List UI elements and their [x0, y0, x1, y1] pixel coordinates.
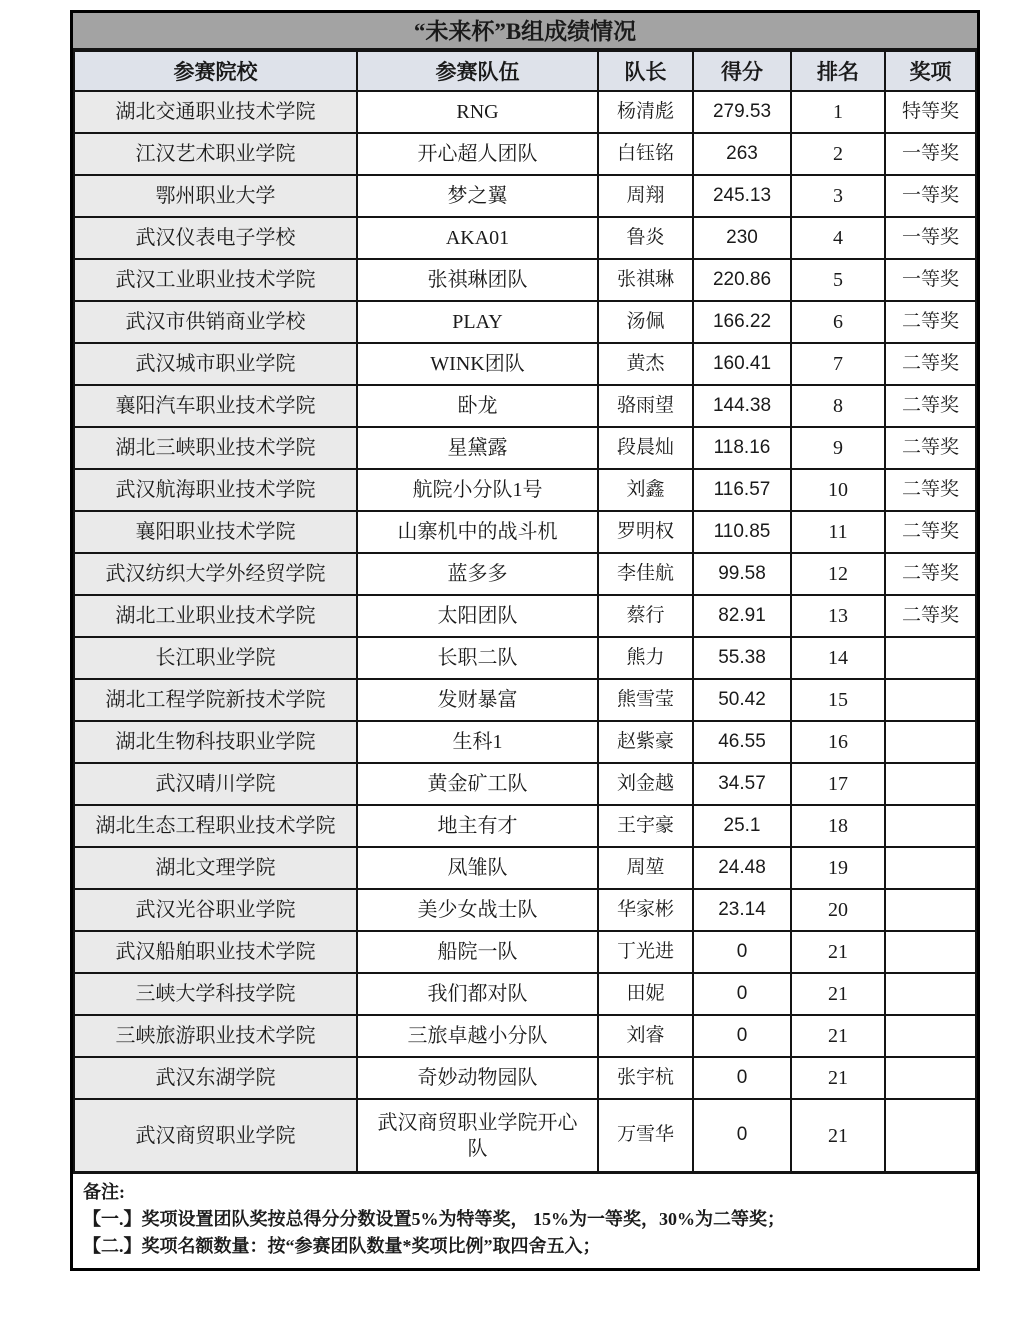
cell-score: 34.57	[693, 763, 791, 805]
table-body	[74, 91, 976, 1172]
cell-school: 长江职业学院	[74, 637, 357, 679]
table-row	[74, 343, 976, 385]
cell-captain: 骆雨望	[598, 385, 693, 427]
cell-rank: 20	[791, 889, 885, 931]
cell-rank: 21	[791, 1057, 885, 1099]
cell-school: 武汉商贸职业学院	[74, 1099, 357, 1172]
cell-captain: 李佳航	[598, 553, 693, 595]
cell-captain: 杨清彪	[598, 91, 693, 133]
cell-rank: 4	[791, 217, 885, 259]
column-header-team: 参赛队伍	[357, 51, 598, 91]
cell-rank: 2	[791, 133, 885, 175]
cell-school: 武汉工业职业技术学院	[74, 259, 357, 301]
cell-rank: 21	[791, 973, 885, 1015]
cell-captain: 周翔	[598, 175, 693, 217]
cell-school: 武汉东湖学院	[74, 1057, 357, 1099]
cell-rank: 18	[791, 805, 885, 847]
cell-school: 武汉光谷职业学院	[74, 889, 357, 931]
cell-award	[885, 1057, 976, 1099]
cell-school: 鄂州职业大学	[74, 175, 357, 217]
cell-team: 生科1	[357, 721, 598, 763]
cell-team: 凤雏队	[357, 847, 598, 889]
cell-score: 118.16	[693, 427, 791, 469]
cell-award	[885, 931, 976, 973]
cell-award: 一等奖	[885, 217, 976, 259]
cell-captain: 张宇杭	[598, 1057, 693, 1099]
cell-score: 110.85	[693, 511, 791, 553]
note-item-1: 【一.】奖项设置团队奖按总得分分数设置5%为特等奖， 15%为一等奖，30%为二等奖；	[83, 1209, 785, 1229]
table-row	[74, 931, 976, 973]
cell-award: 特等奖	[885, 91, 976, 133]
cell-award	[885, 637, 976, 679]
cell-captain: 白钰铭	[598, 133, 693, 175]
results-table	[73, 50, 977, 1173]
cell-award	[885, 805, 976, 847]
cell-school: 武汉晴川学院	[74, 763, 357, 805]
cell-award: 二等奖	[885, 511, 976, 553]
table-row	[74, 133, 976, 175]
cell-rank: 9	[791, 427, 885, 469]
cell-score: 144.38	[693, 385, 791, 427]
cell-team: 太阳团队	[357, 595, 598, 637]
cell-award: 一等奖	[885, 133, 976, 175]
cell-award: 二等奖	[885, 343, 976, 385]
cell-rank: 10	[791, 469, 885, 511]
cell-award	[885, 973, 976, 1015]
cell-team: 山寨机中的战斗机	[357, 511, 598, 553]
cell-school: 襄阳汽车职业技术学院	[74, 385, 357, 427]
cell-team: 船院一队	[357, 931, 598, 973]
cell-school: 武汉航海职业技术学院	[74, 469, 357, 511]
note-item-2: 【二.】奖项名额数量：按“参赛团队数量*奖项比例”取四舍五入；	[83, 1236, 601, 1256]
cell-school: 三峡旅游职业技术学院	[74, 1015, 357, 1057]
cell-score: 25.1	[693, 805, 791, 847]
cell-team: RNG	[357, 91, 598, 133]
cell-captain: 黄杰	[598, 343, 693, 385]
cell-rank: 13	[791, 595, 885, 637]
cell-captain: 华家彬	[598, 889, 693, 931]
cell-team: 三旅卓越小分队	[357, 1015, 598, 1057]
cell-award	[885, 1015, 976, 1057]
cell-captain: 万雪华	[598, 1099, 693, 1172]
cell-school: 三峡大学科技学院	[74, 973, 357, 1015]
cell-award: 二等奖	[885, 553, 976, 595]
cell-rank: 21	[791, 1099, 885, 1172]
cell-captain: 段晨灿	[598, 427, 693, 469]
cell-captain: 张祺琳	[598, 259, 693, 301]
cell-team: 我们都对队	[357, 973, 598, 1015]
cell-award: 二等奖	[885, 595, 976, 637]
cell-award: 二等奖	[885, 301, 976, 343]
table-row	[74, 721, 976, 763]
table-row	[74, 217, 976, 259]
cell-score: 0	[693, 1057, 791, 1099]
table-row	[74, 301, 976, 343]
cell-captain: 汤佩	[598, 301, 693, 343]
cell-rank: 1	[791, 91, 885, 133]
cell-score: 0	[693, 1015, 791, 1057]
cell-school: 襄阳职业技术学院	[74, 511, 357, 553]
cell-score: 160.41	[693, 343, 791, 385]
cell-award: 二等奖	[885, 385, 976, 427]
cell-captain: 赵紫豪	[598, 721, 693, 763]
table-row	[74, 427, 976, 469]
cell-score: 82.91	[693, 595, 791, 637]
table-row	[74, 1057, 976, 1099]
cell-school: 湖北交通职业技术学院	[74, 91, 357, 133]
cell-rank: 21	[791, 931, 885, 973]
column-header-score: 得分	[693, 51, 791, 91]
cell-score: 279.53	[693, 91, 791, 133]
results-sheet	[70, 10, 980, 1271]
cell-score: 116.57	[693, 469, 791, 511]
cell-team: PLAY	[357, 301, 598, 343]
cell-score: 220.86	[693, 259, 791, 301]
cell-score: 230	[693, 217, 791, 259]
cell-team: 蓝多多	[357, 553, 598, 595]
cell-team: AKA01	[357, 217, 598, 259]
cell-score: 99.58	[693, 553, 791, 595]
cell-score: 0	[693, 1099, 791, 1172]
cell-score: 55.38	[693, 637, 791, 679]
table-row	[74, 973, 976, 1015]
cell-rank: 16	[791, 721, 885, 763]
cell-school: 湖北三峡职业技术学院	[74, 427, 357, 469]
cell-team: 地主有才	[357, 805, 598, 847]
cell-captain: 鲁炎	[598, 217, 693, 259]
cell-rank: 8	[791, 385, 885, 427]
cell-captain: 蔡行	[598, 595, 693, 637]
table-row	[74, 259, 976, 301]
table-row	[74, 1015, 976, 1057]
column-header-school: 参赛院校	[74, 51, 357, 91]
cell-school: 武汉船舶职业技术学院	[74, 931, 357, 973]
cell-rank: 3	[791, 175, 885, 217]
cell-score: 50.42	[693, 679, 791, 721]
cell-captain: 刘睿	[598, 1015, 693, 1057]
cell-score: 166.22	[693, 301, 791, 343]
cell-score: 24.48	[693, 847, 791, 889]
cell-captain: 王宇豪	[598, 805, 693, 847]
notes-section	[73, 1173, 977, 1268]
cell-rank: 11	[791, 511, 885, 553]
cell-team: 张祺琳团队	[357, 259, 598, 301]
table-row	[74, 889, 976, 931]
cell-score: 245.13	[693, 175, 791, 217]
cell-rank: 12	[791, 553, 885, 595]
cell-rank: 6	[791, 301, 885, 343]
cell-team: 黄金矿工队	[357, 763, 598, 805]
table-row	[74, 385, 976, 427]
cell-team: WINK团队	[357, 343, 598, 385]
table-row	[74, 679, 976, 721]
cell-award	[885, 847, 976, 889]
table-row	[74, 595, 976, 637]
cell-team: 航院小分队1号	[357, 469, 598, 511]
table-title: “未来杯”B组成绩情况	[73, 13, 977, 50]
cell-team: 卧龙	[357, 385, 598, 427]
table-row	[74, 805, 976, 847]
cell-captain: 罗明权	[598, 511, 693, 553]
cell-rank: 19	[791, 847, 885, 889]
cell-school: 湖北工程学院新技术学院	[74, 679, 357, 721]
cell-award	[885, 679, 976, 721]
cell-score: 263	[693, 133, 791, 175]
cell-school: 武汉市供销商业学校	[74, 301, 357, 343]
cell-captain: 刘鑫	[598, 469, 693, 511]
cell-team: 美少女战士队	[357, 889, 598, 931]
cell-team: 长职二队	[357, 637, 598, 679]
table-row	[74, 847, 976, 889]
header-row	[74, 51, 976, 91]
cell-award: 一等奖	[885, 259, 976, 301]
cell-score: 0	[693, 973, 791, 1015]
column-header-captain: 队长	[598, 51, 693, 91]
table-row	[74, 637, 976, 679]
cell-school: 湖北文理学院	[74, 847, 357, 889]
cell-rank: 21	[791, 1015, 885, 1057]
cell-rank: 17	[791, 763, 885, 805]
cell-captain: 熊力	[598, 637, 693, 679]
cell-award: 二等奖	[885, 427, 976, 469]
cell-captain: 周堃	[598, 847, 693, 889]
cell-team: 发财暴富	[357, 679, 598, 721]
table-row	[74, 469, 976, 511]
column-header-award: 奖项	[885, 51, 976, 91]
column-header-rank: 排名	[791, 51, 885, 91]
cell-team: 武汉商贸职业学院开心队	[357, 1099, 598, 1172]
cell-team: 开心超人团队	[357, 133, 598, 175]
cell-score: 23.14	[693, 889, 791, 931]
cell-team: 星黛露	[357, 427, 598, 469]
cell-school: 武汉仪表电子学校	[74, 217, 357, 259]
cell-award: 二等奖	[885, 469, 976, 511]
cell-award	[885, 763, 976, 805]
table-header	[74, 51, 976, 91]
table-row	[74, 175, 976, 217]
cell-award: 一等奖	[885, 175, 976, 217]
cell-award	[885, 889, 976, 931]
cell-rank: 14	[791, 637, 885, 679]
cell-captain: 丁光进	[598, 931, 693, 973]
cell-rank: 7	[791, 343, 885, 385]
cell-score: 0	[693, 931, 791, 973]
cell-school: 武汉纺织大学外经贸学院	[74, 553, 357, 595]
cell-team: 梦之翼	[357, 175, 598, 217]
cell-school: 武汉城市职业学院	[74, 343, 357, 385]
cell-captain: 熊雪莹	[598, 679, 693, 721]
cell-award	[885, 1099, 976, 1172]
table-row	[74, 763, 976, 805]
cell-rank: 15	[791, 679, 885, 721]
cell-captain: 刘金越	[598, 763, 693, 805]
cell-award	[885, 721, 976, 763]
notes-label: 备注:	[83, 1182, 125, 1202]
table-row	[74, 511, 976, 553]
cell-school: 湖北工业职业技术学院	[74, 595, 357, 637]
cell-school: 江汉艺术职业学院	[74, 133, 357, 175]
cell-captain: 田妮	[598, 973, 693, 1015]
cell-score: 46.55	[693, 721, 791, 763]
table-row	[74, 553, 976, 595]
cell-school: 湖北生物科技职业学院	[74, 721, 357, 763]
cell-team: 奇妙动物园队	[357, 1057, 598, 1099]
table-row	[74, 91, 976, 133]
cell-rank: 5	[791, 259, 885, 301]
cell-school: 湖北生态工程职业技术学院	[74, 805, 357, 847]
table-row	[74, 1099, 976, 1172]
